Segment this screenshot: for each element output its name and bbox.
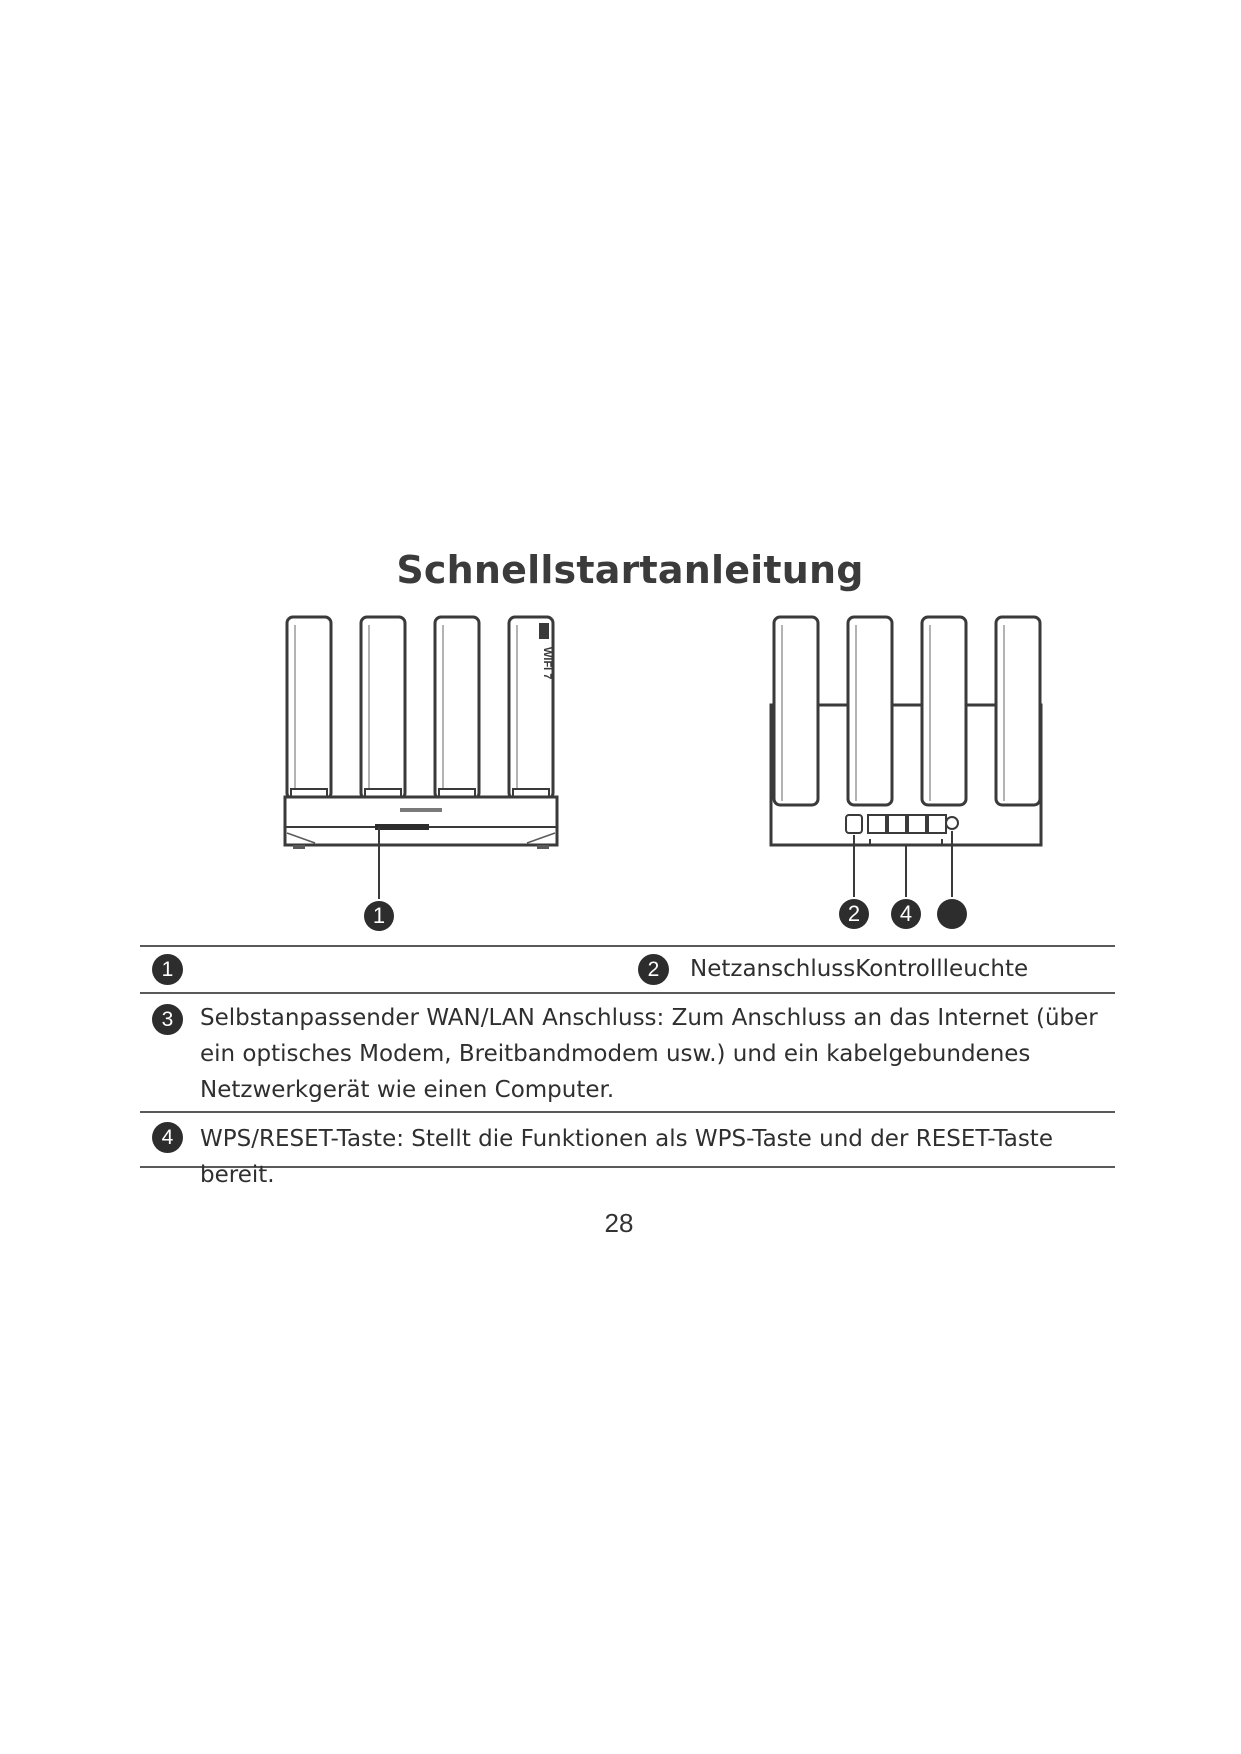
row-3-badge: 3 (152, 1004, 183, 1035)
callout-2: 2 (839, 899, 869, 929)
callout-1: 1 (364, 901, 394, 931)
ethernet-port-2 (888, 815, 906, 833)
row-4-badge: 4 (152, 1122, 183, 1153)
router-back-illustration (762, 605, 1062, 945)
row-3-text: Selbstanpassender WAN/LAN Anschluss: Zum Anschluss an das Internet (über ein optisches Modem, Breitbandmodem usw.) und ein kabelgebundenes Netzwerkgerät wie einen Computer. (200, 1005, 1098, 1103)
table-row (140, 1113, 1115, 1188)
wifi7-logo-text: WIFI 7 (541, 647, 553, 680)
ethernet-port-3 (908, 815, 926, 833)
table-row (140, 947, 1115, 992)
back-antenna-2 (848, 617, 892, 805)
ethernet-port-4 (928, 815, 946, 833)
antenna-3 (435, 617, 479, 799)
router-front-illustration (275, 605, 575, 945)
router-back-drawing (762, 605, 1062, 945)
back-antenna-4 (996, 617, 1040, 805)
back-antenna-3 (922, 617, 966, 805)
rear-ports (846, 815, 958, 833)
antenna-2 (361, 617, 405, 799)
back-antenna-1 (774, 617, 818, 805)
table-row (140, 994, 1115, 1111)
page-title: Schnellstartanleitung (396, 548, 864, 592)
ethernet-port-1 (868, 815, 886, 833)
reset-button-icon (946, 817, 958, 829)
row-1-right-badge: 2 (638, 954, 669, 985)
antenna-4 (509, 617, 553, 799)
row-1-left-badge: 1 (152, 954, 183, 985)
router-front-drawing (275, 605, 575, 945)
page-number: 28 (604, 1208, 634, 1238)
row-1-right-text: NetzanschlussKontrollleuchte (690, 956, 1029, 982)
callout-4: 4 (891, 899, 921, 929)
callout-unlabeled (937, 899, 967, 929)
antenna-1 (287, 617, 331, 799)
row-4-text: WPS/RESET-Taste: Stellt die Funktionen als WPS-Taste und der RESET-Taste bereit. (200, 1126, 1053, 1188)
power-port-icon (846, 815, 862, 833)
